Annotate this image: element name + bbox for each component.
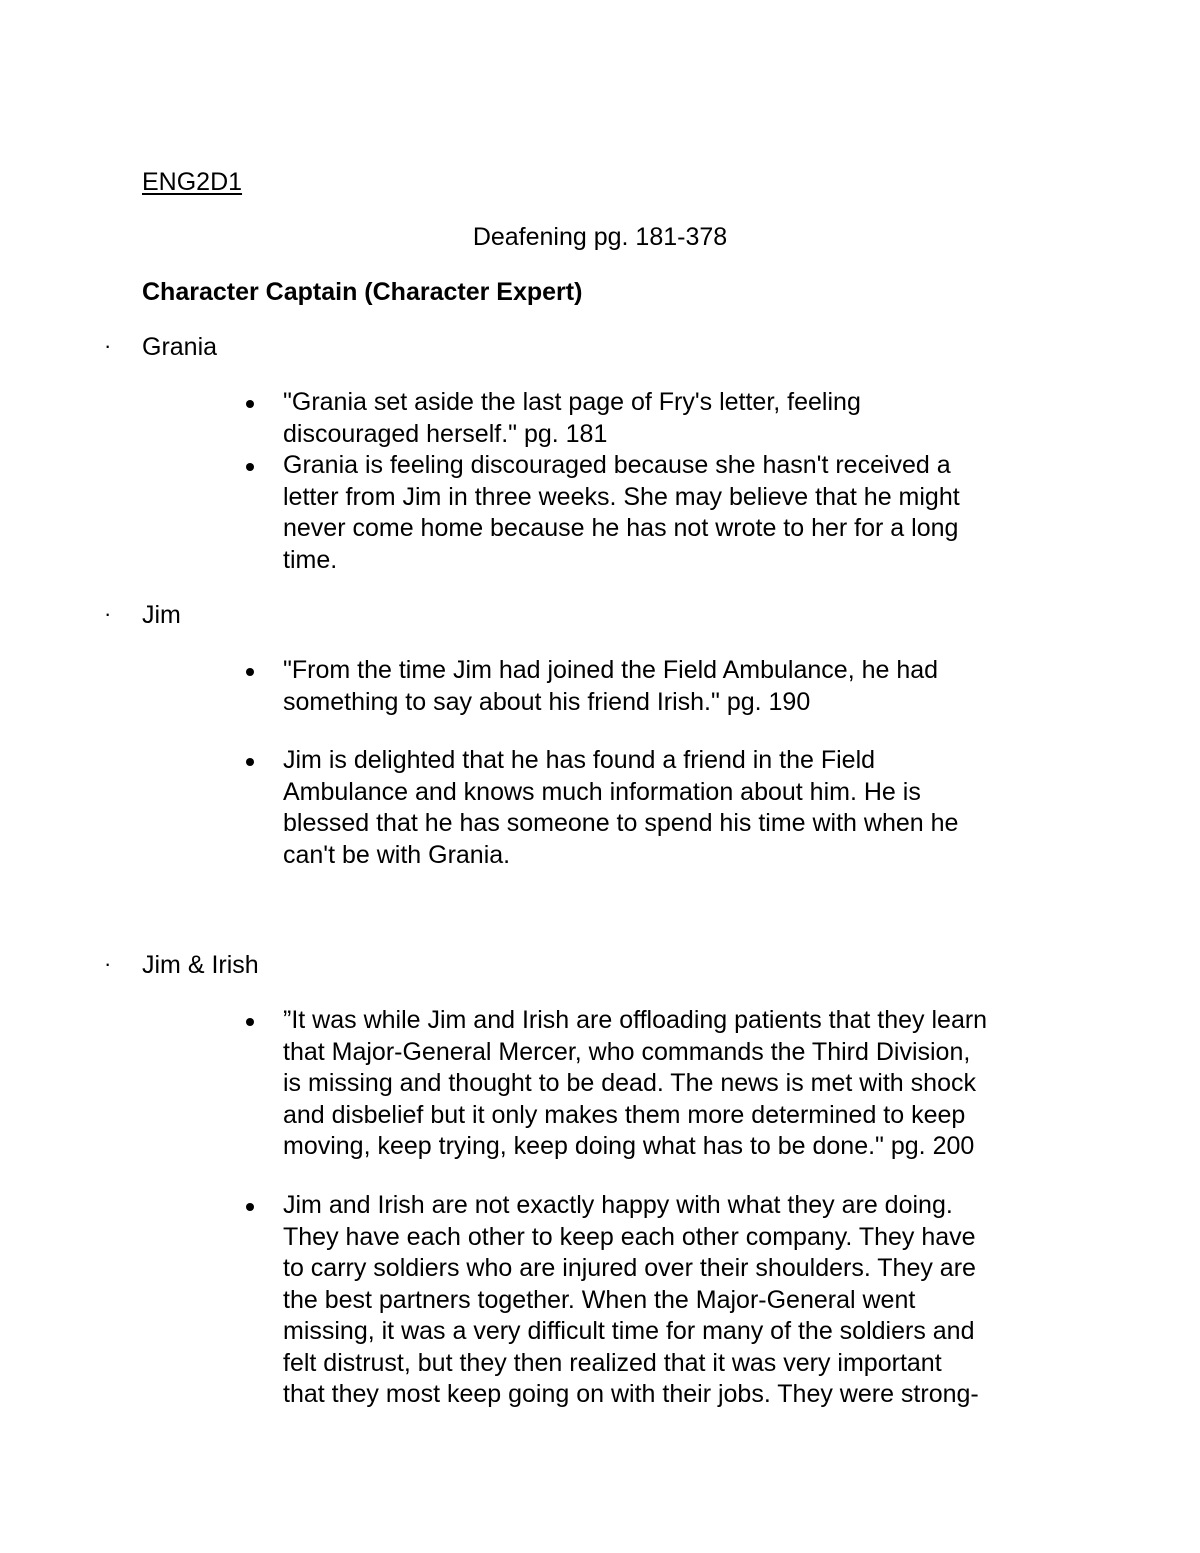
bullet-icon bbox=[246, 1203, 254, 1211]
list-dot: · bbox=[104, 951, 112, 976]
list-item bbox=[283, 745, 1073, 871]
list-item bbox=[283, 655, 1073, 718]
character-name: Grania bbox=[142, 333, 218, 361]
analysis-text: Grania is feeling discouraged because she hasn't received a letter from Jim in three weeks. She may believe that he might never come home because he has not wrote to her for a long time. bbox=[283, 451, 960, 574]
analysis-text: Jim and Irish are not exactly happy with what they are doing. They have each other to keep each other company. They have to carry soldiers who are injured over their shoulders. They are the best partners together. When the Major-General went missing, it was a very difficult time for many of the soldiers and felt distrust, but they then realized that it was very important that they most keep going on with their jobs. They were strong- bbox=[283, 1191, 979, 1408]
character-name: Jim bbox=[142, 601, 181, 629]
bullet-icon bbox=[246, 400, 254, 408]
list-item bbox=[283, 1190, 1073, 1411]
character-name: Jim & Irish bbox=[142, 951, 259, 979]
list-dot: · bbox=[104, 333, 112, 358]
bullet-icon bbox=[246, 668, 254, 676]
list-item bbox=[283, 1005, 1073, 1163]
quote-text: ”It was while Jim and Irish are offloading patients that they learn that Major-General Mercer, who commands the Third Division, is missing and thought to be dead. The news is met with shock and disbelief but it only makes them more determined to keep moving, keep trying, keep doing what has to be done." pg. 200 bbox=[283, 1006, 988, 1160]
analysis-text: Jim is delighted that he has found a friend in the Field Ambulance and knows much information about him. He is blessed that he has someone to spend his time with when he can't be with Grania. bbox=[283, 746, 959, 869]
list-item bbox=[283, 450, 1073, 576]
bullet-icon bbox=[246, 758, 254, 766]
list-dot: · bbox=[104, 601, 112, 626]
bullet-icon bbox=[246, 1018, 254, 1026]
bullet-icon bbox=[246, 463, 254, 471]
quote-text: "From the time Jim had joined the Field Ambulance, he had something to say about his friend Irish." pg. 190 bbox=[283, 656, 939, 716]
role-heading: Character Captain (Character Expert) bbox=[142, 278, 583, 306]
quote-text: "Grania set aside the last page of Fry's letter, feeling discouraged herself." pg. 181 bbox=[283, 388, 861, 448]
course-code: ENG2D1 bbox=[142, 168, 243, 196]
list-item bbox=[283, 387, 1073, 450]
document-title: Deafening pg. 181-378 bbox=[472, 223, 728, 251]
